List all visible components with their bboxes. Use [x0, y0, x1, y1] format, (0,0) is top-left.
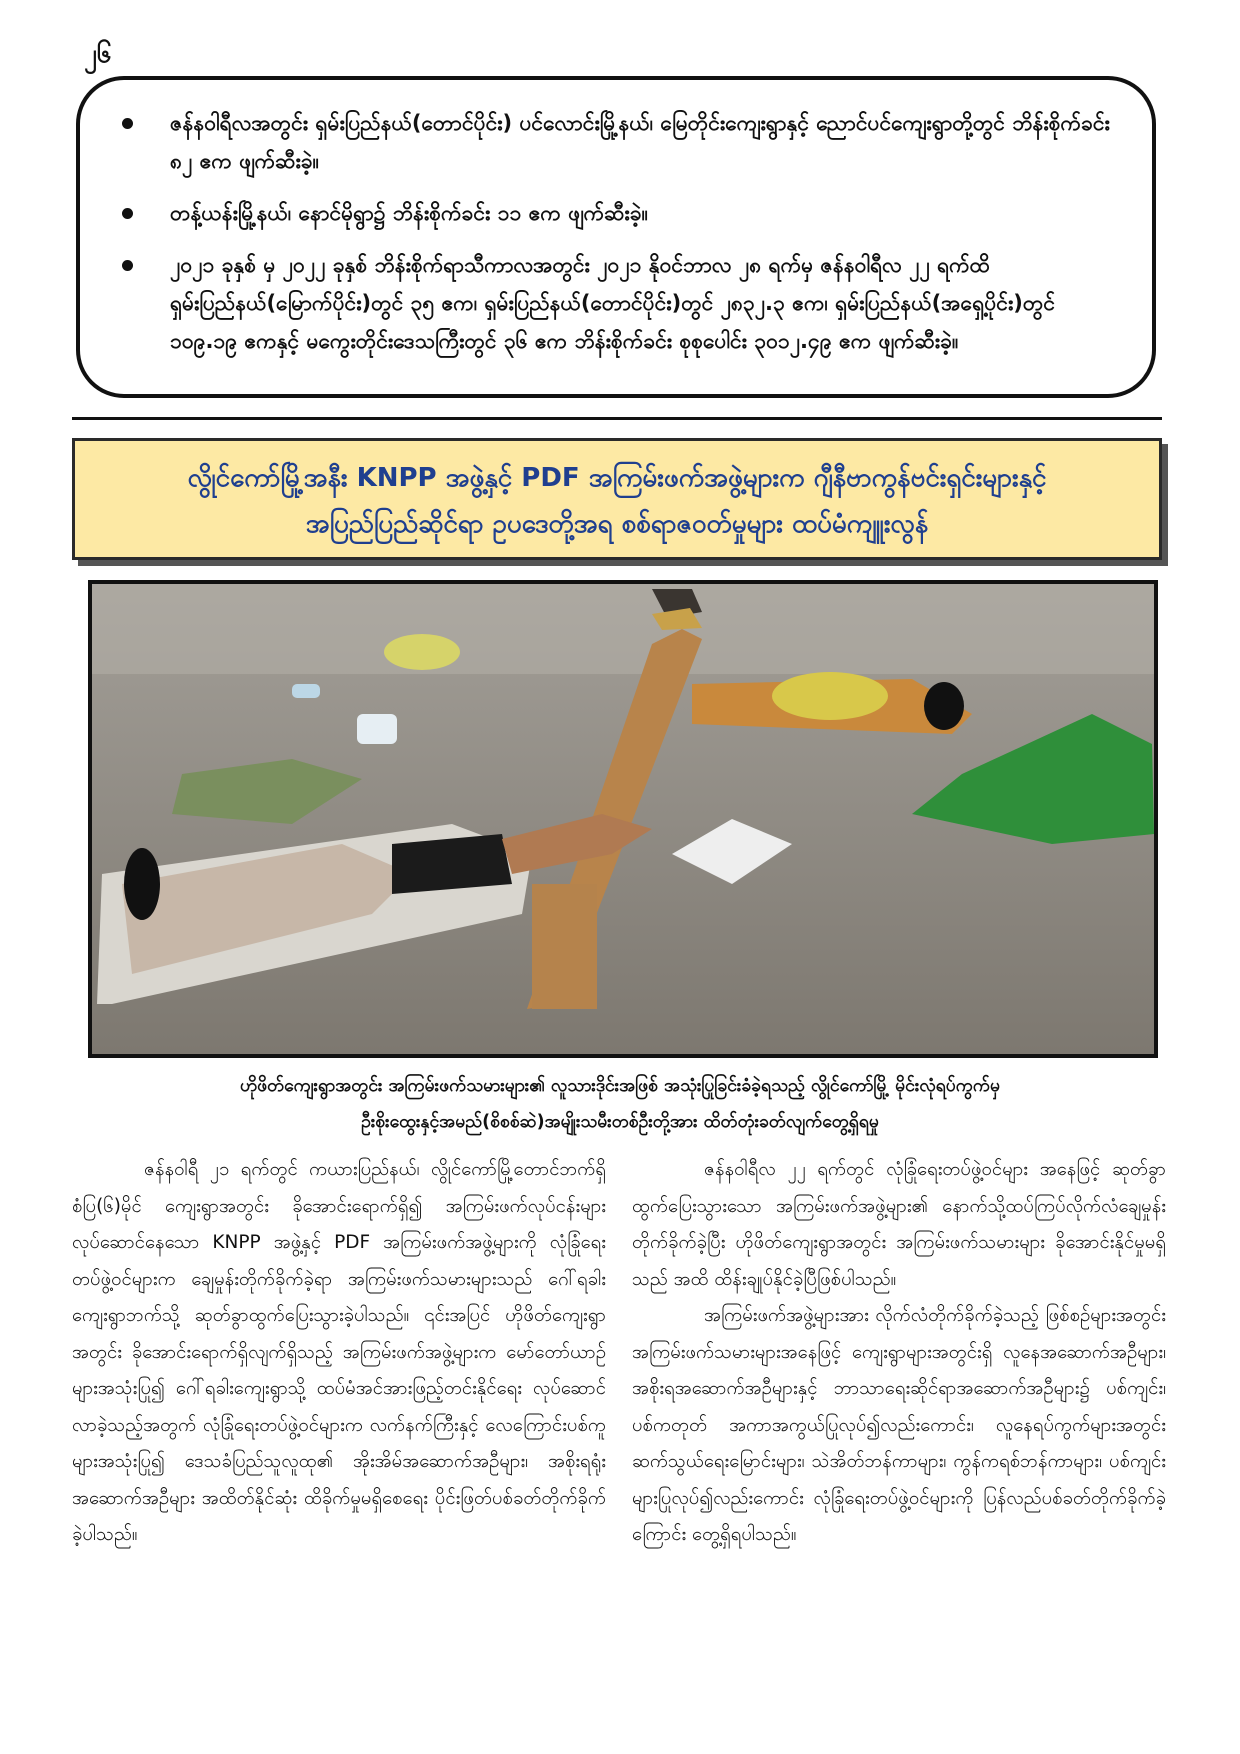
news-photo-illustration [92, 584, 1154, 1054]
bullet-dot-icon [122, 118, 133, 129]
plastic-bottle [357, 714, 397, 744]
section-divider [72, 417, 1162, 420]
headline-banner [72, 438, 1162, 560]
plastic-bag [384, 634, 460, 670]
wooden-block [532, 884, 597, 1009]
blurred-face [924, 682, 964, 730]
blurred-face [124, 848, 160, 920]
bullet-dot-icon [122, 208, 133, 219]
bullet-item [112, 194, 1120, 232]
page-number: ၂၆ [84, 39, 112, 69]
photo-caption [72, 1068, 1168, 1140]
bullet-item [112, 246, 1120, 360]
bullet-dot-icon [122, 260, 133, 271]
article-paragraph: ဇန်နဝါရီလ ၂၂ ရက်တွင် လုံခြုံရေးတပ်ဖွဲ့ဝင်များ အနေဖြင့် ဆုတ်ခွာထွက်ပြေးသွားသော အကြမ်းဖက်အဖွဲ့များ၏ နောက်သို့ထပ်ကြပ်လိုက်လံချေမှုန်းတိုက်ခိုက်ခဲ့ပြီး ဟိုဖိတ်ကျေးရွာအတွင်း အကြမ်းဖက်သမားများ ခိုအောင်းနိုင်မှုမရှိသည် အထိ ထိန်းချုပ်နိုင်ခဲ့ပြီဖြစ်ပါသည်။ [632, 1159, 1166, 1290]
article-column-left [72, 1152, 606, 1554]
article-paragraph: အကြမ်းဖက်အဖွဲ့များအား လိုက်လံတိုက်ခိုက်ခဲ့သည့် ဖြစ်စဉ်များအတွင်း အကြမ်းဖက်သမားများအနေဖြင့် ကျေးရွာများအတွင်းရှိ လူနေအဆောက်အဦများ၊ အစိုးရအဆောက်အဦများနှင့် ဘာသာရေးဆိုင်ရာအဆောက်အဦများ၌ ပစ်ကျင်း၊ ပစ်ကတုတ် အကာအကွယ်ပြုလုပ်၍လည်းကောင်း၊ လူနေရပ်ကွက်များအတွင်း ဆက်သွယ်ရေးမြောင်းများ၊ သဲအိတ်ဘန်ကာများ၊ ကွန်ကရစ်ဘန်ကာများ၊ ပစ်ကျင်းများပြုလုပ်၍လည်းကောင်း လုံခြုံရေးတပ်ဖွဲ့ဝင်များကို ပြန်လည်ပစ်ခတ်တိုက်ခိုက်ခဲ့ကြောင်း တွေ့ရှိရပါသည်။ [632, 1305, 1166, 1545]
news-photo [88, 580, 1158, 1058]
cloth-bundle [772, 672, 888, 720]
article-paragraph: ဇန်နဝါရီ ၂၁ ရက်တွင် ကယားပြည်နယ်၊ လွိုင်ကော်မြို့တောင်ဘက်ရှိ စံပြ(၆)မိုင် ကျေးရွာအတွင်း ခိုအောင်းရောက်ရှိ၍ အကြမ်းဖက်လုပ်ငန်းများ လုပ်ဆောင်နေသော KNPP အဖွဲ့နှင့် PDF အကြမ်းဖက်အဖွဲ့များကို လုံခြုံရေးတပ်ဖွဲ့ဝင်များက ချေမှုန်းတိုက်ခိုက်ခဲ့ရာ အကြမ်းဖက်သမားများသည် ဂေါ်ရခါးကျေးရွာဘက်သို့ ဆုတ်ခွာထွက်ပြေးသွားခဲ့ပါသည်။ ၎င်းအပြင် ဟိုဖိတ်ကျေးရွာအတွင်း ခိုအောင်းရောက်ရှိလျက်ရှိသည့် အကြမ်းဖက်အဖွဲ့များက မော်တော်ယာဉ်များအသုံးပြု၍ ဂေါ်ရခါးကျေးရွာသို့ ထပ်မံအင်အားဖြည့်တင်းနိုင်ရေး လုပ်ဆောင်လာခဲ့သည့်အတွက် လုံခြုံရေးတပ်ဖွဲ့ဝင်များက လက်နက်ကြီးနှင့် လေကြောင်းပစ်ကူများအသုံးပြု၍ ဒေသခံပြည်သူလူထု၏ အိုးအိမ်အဆောက်အဦများ၊ အစိုးရရုံးအဆောက်အဦများ အထိတ်နိုင်ဆုံး ထိခိုက်မှုမရှိစေရေး ပိုင်းဖြတ်ပစ်ခတ်တိုက်ခိုက်ခဲ့ပါသည်။ [72, 1159, 606, 1545]
bullet-text: ဇန်နဝါရီလအတွင်း ရှမ်းပြည်နယ်(တောင်ပိုင်း) ပင်လောင်းမြို့နယ်၊ မြေတိုင်းကျေးရွာနှင့် ညောင်ပင်ကျေးရွာတို့တွင် ဘိန်းစိုက်ခင်း ၈၂ ဧက ဖျက်ဆီးခဲ့။ [170, 111, 1110, 173]
plastic-bottle [292, 684, 320, 698]
dark-shorts [392, 834, 512, 894]
floor-highlight [92, 584, 1154, 674]
headline-line-2: အပြည်ပြည်ဆိုင်ရာ ဥပဒေတို့အရ စစ်ရာဇဝတ်မှုများ ထပ်မံကျူးလွန် [305, 509, 929, 539]
caption-line-2: ဦးစိုးထွေးနှင့်အမည်(စိစစ်ဆဲ)အမျိုးသမီးတစ်ဦးတို့အား ထိတ်တုံးခတ်လျက်တွေ့ရှိရမှု [361, 1112, 879, 1132]
bullet-item [112, 104, 1120, 180]
bullet-text: ၂၀၂၁ ခုနှစ် မှ ၂၀၂၂ ခုနှစ် ဘိန်းစိုက်ရာသီကာလအတွင်း ၂၀၂၁ နိုဝင်ဘာလ ၂၈ ရက်မှ ဇန်နဝါရီလ ၂၂ ရက်ထိ ရှမ်းပြည်နယ်(မြောက်ပိုင်း)တွင် ၃၅ ဧက၊ ရှမ်းပြည်နယ်(တောင်ပိုင်း)တွင် ၂၈၃၂.၃ ဧက၊ ရှမ်းပြည်နယ်(အရှေ့ပိုင်း)တွင် ၁၀၉.၁၉ ဧကနှင့် မကွေးတိုင်းဒေသကြီးတွင် ၃၆ ဧက ဘိန်းစိုက်ခင်း စုစုပေါင်း ၃၀၁၂.၄၉ ဧက ဖျက်ဆီးခဲ့။ [170, 253, 1055, 353]
key-facts-box [76, 76, 1156, 398]
caption-line-1: ဟိုဖိတ်ကျေးရွာအတွင်း အကြမ်းဖက်သမားများ၏ လူသားဒိုင်းအဖြစ် အသုံးပြုခြင်းခံခဲ့ရသည့် လွိုင်ကော်မြို့ မိုင်းလုံရပ်ကွက်မှ [239, 1076, 1001, 1096]
article-column-right [632, 1152, 1166, 1554]
bullet-text: တန့်ယန်းမြို့နယ်၊ နောင်မိုရွာ၌ ဘိန်းစိုက်ခင်း ၁၁ ဧက ဖျက်ဆီးခဲ့။ [170, 201, 648, 225]
headline-line-1: လွိုင်ကော်မြို့အနီး KNPP အဖွဲ့နှင့် PDF အကြမ်းဖက်အဖွဲ့များက ဂျီနီဗာကွန်ဗင်းရှင်းများနှင့် [187, 463, 1047, 493]
